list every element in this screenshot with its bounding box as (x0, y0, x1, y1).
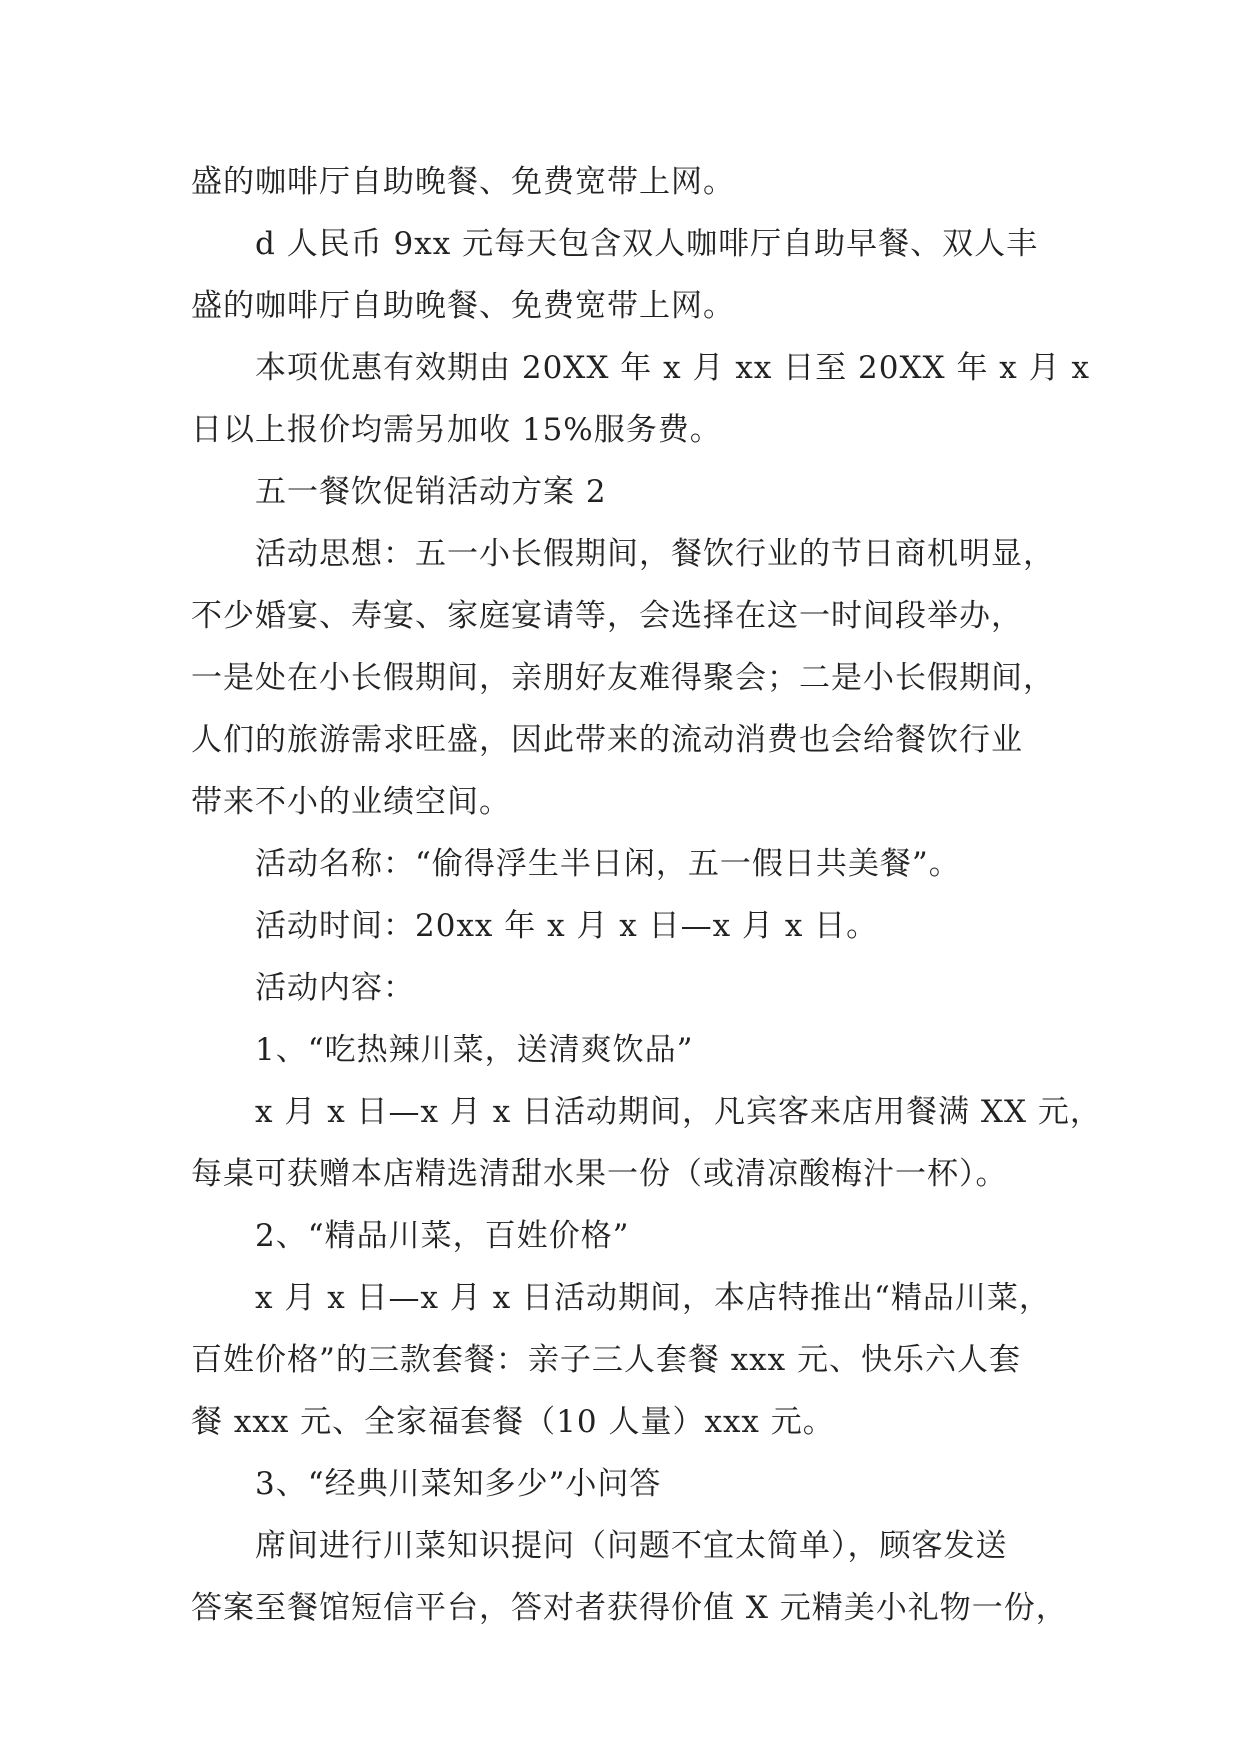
text-line: 本项优惠有效期由 20XX 年 x 月 xx 日至 20XX 年 x 月 x (255, 350, 1090, 386)
text-line: 日以上报价均需另加收 15%服务费。 (191, 412, 722, 448)
text-line: 人们的旅游需求旺盛，因此带来的流动消费也会给餐饮行业 (191, 722, 1023, 758)
text-line: 每桌可获赠本店精选清甜水果一份（或清凉酸梅汁一杯）。 (191, 1156, 1008, 1192)
text-line: 席间进行川菜知识提问（问题不宜太简单），顾客发送 (255, 1528, 1008, 1564)
text-line: x 月 x 日—x 月 x 日活动期间，本店特推出“精品川菜， (255, 1280, 1051, 1316)
list-item-heading: 2、“精品川菜，百姓价格” (255, 1218, 630, 1254)
document-body (191, 160, 1102, 1648)
text-line: 一是处在小长假期间，亲朋好友难得聚会；二是小长假期间， (191, 660, 1055, 696)
text-line: 不少婚宴、寿宴、家庭宴请等，会选择在这一时间段举办， (191, 598, 1023, 634)
section-heading: 五一餐饮促销活动方案 2 (255, 474, 607, 510)
text-line: 答案至餐馆短信平台，答对者获得价值 X 元精美小礼物一份， (191, 1590, 1068, 1626)
list-item-heading: 1、“吃热辣川菜，送清爽饮品” (255, 1032, 694, 1068)
text-line: 盛的咖啡厅自助晚餐、免费宽带上网。 (191, 288, 735, 324)
text-line: 活动时间：20xx 年 x 月 x 日—x 月 x 日。 (255, 908, 879, 944)
list-item-heading: 3、“经典川菜知多少”小问答 (255, 1466, 662, 1502)
text-line: 带来不小的业绩空间。 (191, 784, 511, 820)
text-line: 餐 xxx 元、全家福套餐（10 人量）xxx 元。 (191, 1404, 835, 1440)
text-line: d 人民币 9xx 元每天包含双人咖啡厅自助早餐、双人丰 (255, 226, 1039, 262)
text-line: 活动内容： (255, 970, 415, 1006)
text-line: x 月 x 日—x 月 x 日活动期间，凡宾客来店用餐满 XX 元， (255, 1094, 1102, 1130)
text-line: 活动思想：五一小长假期间，餐饮行业的节日商机明显， (255, 536, 1055, 572)
text-line: 活动名称：“偷得浮生半日闲，五一假日共美餐”。 (255, 846, 961, 882)
text-line: 盛的咖啡厅自助晚餐、免费宽带上网。 (191, 164, 735, 200)
text-line: 百姓价格”的三款套餐：亲子三人套餐 xxx 元、快乐六人套 (191, 1342, 1022, 1378)
